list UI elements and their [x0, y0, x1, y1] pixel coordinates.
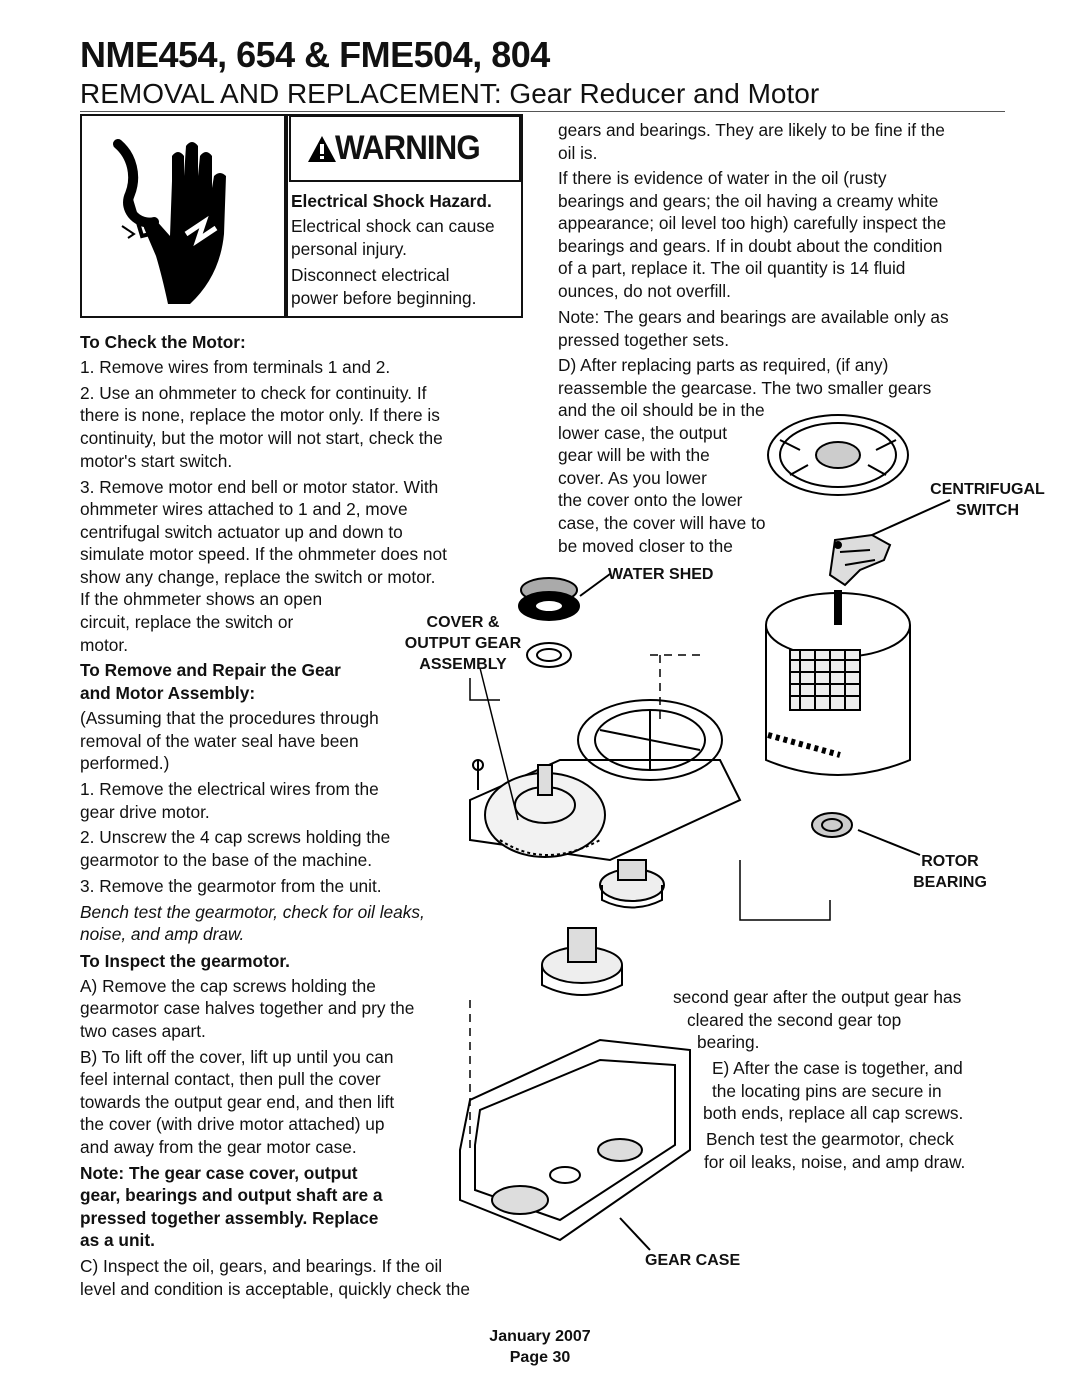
paragraph-line: reassemble the gearcase. The two smaller gears [558, 378, 932, 398]
paragraph-line: gear will be with the [558, 445, 710, 465]
assembly-note: gear, bearings and output shaft are a [80, 1185, 383, 1205]
page-title: NME454, 654 & FME504, 804 [80, 34, 550, 75]
paragraph-line: second gear after the output gear has [673, 987, 962, 1007]
paragraph-line: the cover (with drive motor attached) up [80, 1114, 385, 1134]
paragraph-line: and away from the gear motor case. [80, 1137, 357, 1157]
paragraph-line: cover. As you lower [558, 468, 707, 488]
paragraph-line: gear drive motor. [80, 802, 210, 822]
paragraph-line: pressed together sets. [558, 330, 729, 350]
cover-output-gear-label: COVER & OUTPUT GEAR ASSEMBLY [404, 614, 522, 673]
page-subtitle: REMOVAL AND REPLACEMENT: Gear Reducer and Motor [80, 78, 820, 109]
paragraph-line: B) To lift off the cover, lift up until you can [80, 1047, 394, 1067]
paragraph-line: 3. Remove the gearmotor from the unit. [80, 876, 382, 896]
paragraph-line: A) Remove the cap screws holding the [80, 976, 376, 996]
paragraph-line: case, the cover will have to [558, 513, 766, 533]
assembly-note: Note: The gear case cover, output [80, 1163, 358, 1183]
footer-date: January 2007 [489, 1328, 591, 1345]
paragraph-line: bearings and gears; the oil having a creamy white [558, 191, 939, 211]
assembly-note: as a unit. [80, 1230, 155, 1250]
paragraph-line: cleared the second gear top [687, 1010, 902, 1030]
third-gear [542, 928, 622, 995]
paragraph-line: two cases apart. [80, 1021, 206, 1041]
rotor-bearing-label: ROTOR BEARING [913, 853, 987, 891]
paragraph-line: feel internal contact, then pull the cover [80, 1069, 381, 1089]
end-bell-plate [768, 415, 908, 495]
paragraph-line: ohmmeter wires attached to 1 and 2, move [80, 499, 408, 519]
paragraph-line: removal of the water seal have been [80, 731, 359, 751]
warning-word: WARNING [335, 129, 480, 167]
paragraph-line: circuit, replace the switch or [80, 612, 294, 632]
warning-line: Electrical shock can cause [291, 216, 495, 236]
bench-test-note: Bench test the gearmotor, check for oil leaks, [80, 902, 425, 922]
paragraph-line: C) Inspect the oil, gears, and bearings. If the oil [80, 1256, 443, 1276]
second-gear [600, 860, 664, 908]
check-motor-heading: To Check the Motor: [80, 332, 246, 352]
paragraph-line: show any change, replace the switch or motor. [80, 567, 436, 587]
paragraph-line: motor's start switch. [80, 451, 233, 471]
paragraph-line: gears and bearings. They are likely to be fine if the [558, 120, 945, 140]
warning-line: power before beginning. [291, 288, 477, 308]
paragraph-line: E) After the case is together, and [712, 1058, 963, 1078]
paragraph-line: simulate motor speed. If the ohmmeter does not [80, 544, 447, 564]
paragraph-line: motor. [80, 635, 129, 655]
centrifugal-switch-label: CENTRIFUGAL SWITCH [930, 481, 1045, 519]
gear-case-label: GEAR CASE [645, 1252, 741, 1269]
paragraph-line: and the oil should be in the [558, 400, 765, 420]
paragraph-line: centrifugal switch actuator up and down to [80, 522, 403, 542]
bench-test-note: noise, and amp draw. [80, 924, 245, 944]
paragraph-line: oil is. [558, 143, 598, 163]
motor-stator [766, 590, 910, 775]
paragraph-line: lower case, the output [558, 423, 728, 443]
centrifugal-switch-part [830, 535, 890, 585]
remove-repair-heading: and Motor Assembly: [80, 683, 256, 703]
paragraph-line: the cover onto the lower [558, 490, 743, 510]
cover-output-gear-assembly [470, 700, 740, 860]
paragraph-line: performed.) [80, 753, 170, 773]
paragraph-line: gearmotor case halves together and pry the [80, 998, 415, 1018]
paragraph-line: the locating pins are secure in [712, 1081, 942, 1101]
paragraph-line: ounces, do not overfill. [558, 281, 731, 301]
paragraph-line: 2. Use an ohmmeter to check for continuity. If [80, 383, 427, 403]
assembly-note: pressed together assembly. Replace [80, 1208, 379, 1228]
paragraph-line: Note: The gears and bearings are available only as [558, 307, 949, 327]
paragraph-line: bearing. [697, 1032, 760, 1052]
inspect-heading: To Inspect the gearmotor. [80, 951, 290, 971]
paragraph-line: bearings and gears. If in doubt about the condition [558, 236, 943, 256]
gear-case-part [460, 1040, 690, 1240]
paragraph-line: be moved closer to the [558, 536, 733, 556]
paragraph-line: 1. Remove the electrical wires from the [80, 779, 379, 799]
paragraph-line: of a part, replace it. The oil quantity is 14 fluid [558, 258, 906, 278]
paragraph-line: If the ohmmeter shows an open [80, 589, 323, 609]
warning-line: personal injury. [291, 239, 407, 259]
paragraph-line: gearmotor to the base of the machine. [80, 850, 373, 870]
paragraph-line: appearance; oil level too high) carefully inspect the [558, 213, 947, 233]
paragraph-line: 1. Remove wires from terminals 1 and 2. [80, 357, 391, 377]
paragraph-line: Bench test the gearmotor, check [706, 1129, 954, 1149]
paragraph-line: level and condition is acceptable, quickly check the [80, 1279, 471, 1299]
paragraph-line: 3. Remove motor end bell or motor stator. With [80, 477, 439, 497]
paragraph-line: there is none, replace the motor only. If there is [80, 405, 440, 425]
paragraph-line: for oil leaks, noise, and amp draw. [704, 1152, 966, 1172]
paragraph-line: continuity, but the motor will not start, check the [80, 428, 443, 448]
paragraph-line: (Assuming that the procedures through [80, 708, 379, 728]
footer-page-number: Page 30 [509, 1349, 571, 1366]
paragraph-line: 2. Unscrew the 4 cap screws holding the [80, 827, 391, 847]
remove-repair-heading: To Remove and Repair the Gear [80, 660, 341, 680]
hazard-title: Electrical Shock Hazard. [291, 191, 492, 211]
water-shed-label: WATER SHED [608, 566, 714, 583]
paragraph-line: towards the output gear end, and then lift [80, 1092, 395, 1112]
warning-line: Disconnect electrical [291, 265, 450, 285]
paragraph-line: both ends, replace all cap screws. [703, 1103, 964, 1123]
rotor-bearing-part [812, 813, 852, 837]
paragraph-line: D) After replacing parts as required, (if any) [558, 355, 889, 375]
paragraph-line: If there is evidence of water in the oil (rusty [558, 168, 887, 188]
